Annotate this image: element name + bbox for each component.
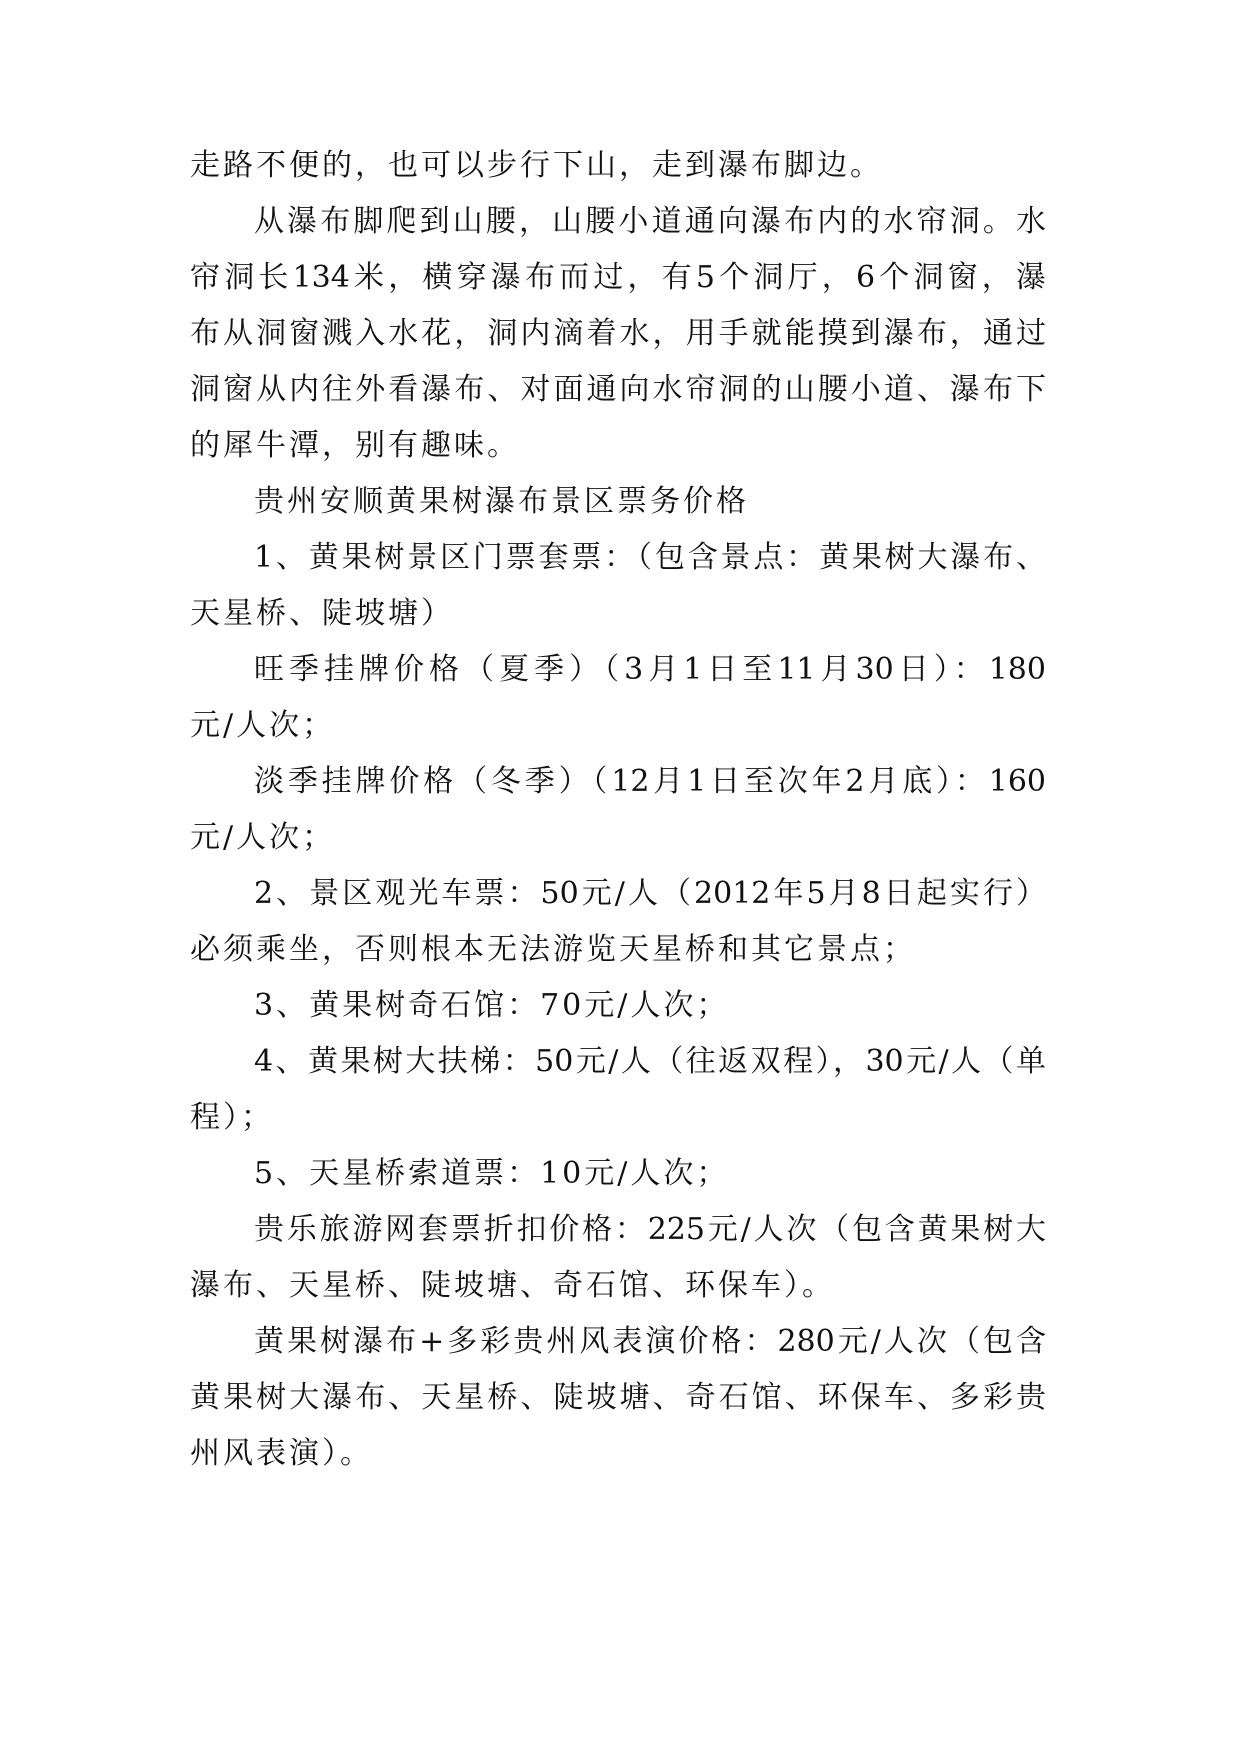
text-line: 程）； [190, 1100, 274, 1135]
text-line: 3、黄果树奇石馆：70元/人次； [254, 988, 730, 1023]
text-line: 帘洞长134米，横穿瀑布而过，有5个洞厅，6个洞窗，瀑 [190, 260, 1046, 295]
text-line: 淡季挂牌价格（冬季）（12月1日至次年2月底）：160 [254, 764, 1046, 799]
text-line: 从瀑布脚爬到山腰，山腰小道通向瀑布内的水帘洞。水 [254, 204, 1046, 239]
text-line: 布从洞窗溅入水花，洞内滴着水，用手就能摸到瀑布，通过 [190, 316, 1046, 351]
text-line: 4、黄果树大扶梯：50元/人（往返双程），30元/人（单 [254, 1044, 1046, 1079]
text-line: 瀑布、天星桥、陡坡塘、奇石馆、环保车）。 [190, 1268, 835, 1303]
text-line: 天星桥、陡坡塘） [190, 596, 454, 631]
text-line: 走路不便的，也可以步行下山，走到瀑布脚边。 [190, 148, 883, 183]
text-line: 5、天星桥索道票：10元/人次； [254, 1156, 730, 1191]
text-line: 1、黄果树景区门票套票：（包含景点：黄果树大瀑布、 [254, 540, 1046, 575]
text-line: 贵乐旅游网套票折扣价格：225元/人次（包含黄果树大 [254, 1212, 1046, 1247]
section-heading: 贵州安顺黄果树瀑布景区票务价格 [254, 484, 749, 519]
text-line: 的犀牛潭，别有趣味。 [190, 428, 520, 463]
text-line: 洞窗从内往外看瀑布、对面通向水帘洞的山腰小道、瀑布下 [190, 372, 1046, 407]
text-line: 必须乘坐，否则根本无法游览天星桥和其它景点； [190, 932, 916, 967]
text-line: 黄果树瀑布+多彩贵州风表演价格：280元/人次（包含 [254, 1324, 1046, 1359]
text-line: 旺季挂牌价格（夏季）（3月1日至11月30日）：180 [254, 652, 1046, 687]
text-line: 2、景区观光车票：50元/人（2012年5月8日起实行） [254, 876, 1046, 911]
text-line: 黄果树大瀑布、天星桥、陡坡塘、奇石馆、环保车、多彩贵 [190, 1380, 1046, 1415]
text-line: 州风表演）。 [190, 1436, 373, 1471]
text-line: 元/人次； [190, 820, 336, 855]
text-line: 元/人次； [190, 708, 336, 743]
